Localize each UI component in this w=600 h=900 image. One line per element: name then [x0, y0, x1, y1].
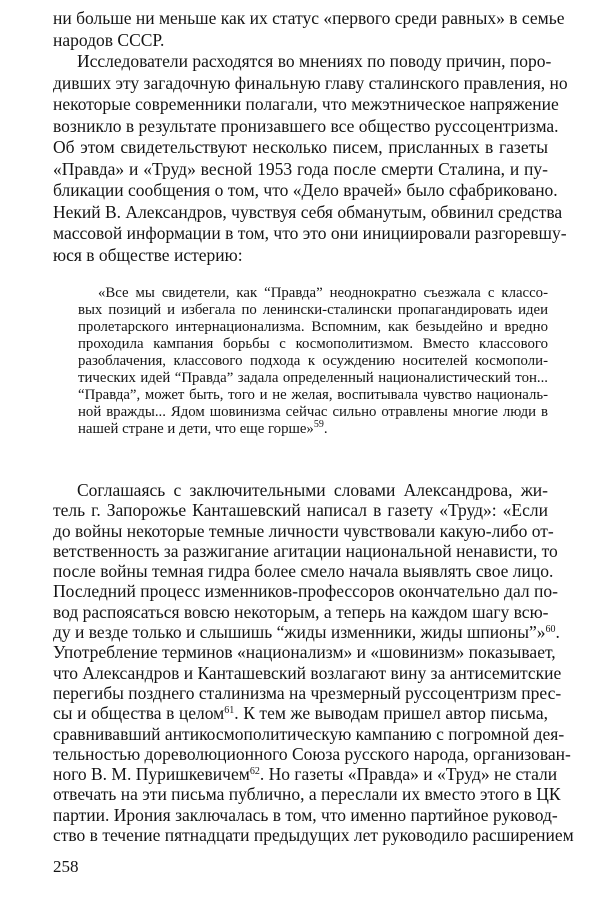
text-line: после войны темная гидра более смело начала выявлять свое лицо.	[53, 561, 554, 582]
text-line: Последний процесс изменников-профессоров окончательно дал по-	[53, 581, 558, 602]
text-line: Об этом свидетельствуют несколько писем, присланных в газеты	[53, 137, 548, 157]
text-line: до войны некоторые темные личности чувствовали какую-либо от-	[53, 520, 554, 541]
block-quote	[78, 285, 548, 438]
text-line: ни больше ни меньше как их статус «первого среди равных» в семье	[53, 8, 565, 28]
text-line: отвечать на эти письма публично, а переслали их вместо этого в ЦК	[53, 784, 561, 805]
text-line: вод распоясаться вовсю некоторым, а теперь на каждом шагу всю-	[53, 601, 549, 622]
paragraph-main	[53, 480, 574, 846]
text-line	[53, 764, 558, 785]
text-line: юся в обществе истерию:	[53, 244, 243, 265]
text-run: . К тем же выводам пришел автор письма,	[234, 703, 548, 724]
text-line: дивших эту загадочную финальную главу сталинского правления, но	[53, 72, 568, 93]
text-line: тель г. Запорожье Канташевский написал в газету «Труд»: «Если	[53, 500, 548, 521]
quote-line: пролетарского интернационализма. Вспомним, как безыдейно и вредно	[78, 319, 548, 335]
text-line: Исследователи расходятся во мнениях по поводу причин, поро-	[77, 51, 552, 71]
text-line	[53, 703, 548, 723]
text-run: ного В. М. Пуришкевичем	[53, 764, 250, 785]
text-line: тельностью дореволюционного Союза русского народа, организован-	[53, 743, 571, 764]
text-run: ду и везде только и слышишь “жиды изменники, жиды шпионы”»	[53, 622, 546, 643]
footnote-ref[interactable]: 62	[249, 766, 260, 778]
paragraph-intro	[53, 8, 568, 266]
quote-line: разоблачения, классового подхода к осуждению носителей космополи-	[78, 353, 548, 369]
text-line: что Александров и Канташевский возлагают вину за антисемитские	[53, 662, 562, 683]
text-line: перегибы позднего сталинизма на чрезмерный руссоцентризм прес-	[53, 682, 562, 703]
text-line: некоторые современники полагали, что межэтническое напряжение	[53, 94, 559, 114]
footnote-ref[interactable]: 59	[313, 419, 324, 430]
text-line: ветственность за разжигание агитации национальной ненависти, то	[53, 540, 558, 561]
footnote-ref[interactable]: 60	[545, 624, 556, 636]
text-line: «Правда» и «Труд» весной 1953 года после смерти Сталина, и пу-	[53, 158, 548, 179]
text-line: Некий В. Александров, чувствуя себя обманутым, обвинил средства	[53, 201, 563, 222]
text-line: бликации сообщения о том, что «Дело врачей» было сфабриковано.	[53, 180, 558, 200]
quote-line: «Все мы свидетели, как “Правда” неоднократно съезжала с классо-	[98, 285, 548, 301]
text-line: ство в течение пятнадцати предыдущих лет руководило расширением	[53, 825, 574, 846]
text-run: . Но газеты «Правда» и «Труд» не стали	[259, 764, 558, 785]
text-line: ду и везде только и слышишь “жиды изменники, жиды шпионы”»$^{60}$.	[53, 622, 560, 643]
quote-line: нашей стране и дети, что еще горше»$^{59}$.	[78, 419, 328, 437]
text-line: народов СССР.	[53, 29, 165, 50]
quote-line: тических идей “Правда” задала определенный националистический тон...	[78, 370, 548, 386]
text-line: сравнивавший антикосмополитическую кампанию с погромной дея-	[53, 723, 565, 744]
text-line: массовой информации в том, что это они инициировали разгоревшу-	[53, 223, 567, 243]
text-run: сы и общества в целом	[53, 703, 225, 724]
text-line: возникло в результате пронизавшего все общество руссоцентризма.	[53, 115, 559, 136]
page-number: 258	[53, 857, 79, 876]
quote-text: нашей стране и дети, что еще горше»	[78, 421, 314, 437]
quote-line: проходила кампания борьбы с космополитизмом. Вместо классового	[78, 336, 548, 352]
text-line: Употребление терминов «национализм» и «шовинизм» показывает,	[53, 642, 556, 663]
quote-line: вых позиций и избегала по ленински-сталински пропагандировать идеи	[78, 302, 548, 318]
footnote-ref[interactable]: 61	[224, 705, 235, 717]
quote-line: “Правда”, может быть, того и не желая, воспитывала чувство националь-	[78, 387, 548, 403]
text-line: Соглашаясь с заключительными словами Александрова, жи-	[77, 480, 548, 500]
text-line: партии. Ирония заключалась в том, что именно партийное руковод-	[53, 804, 558, 825]
quote-line: ной вражды... Ядом шовинизма сейчас сильно отравлены многие люди в	[78, 404, 548, 420]
